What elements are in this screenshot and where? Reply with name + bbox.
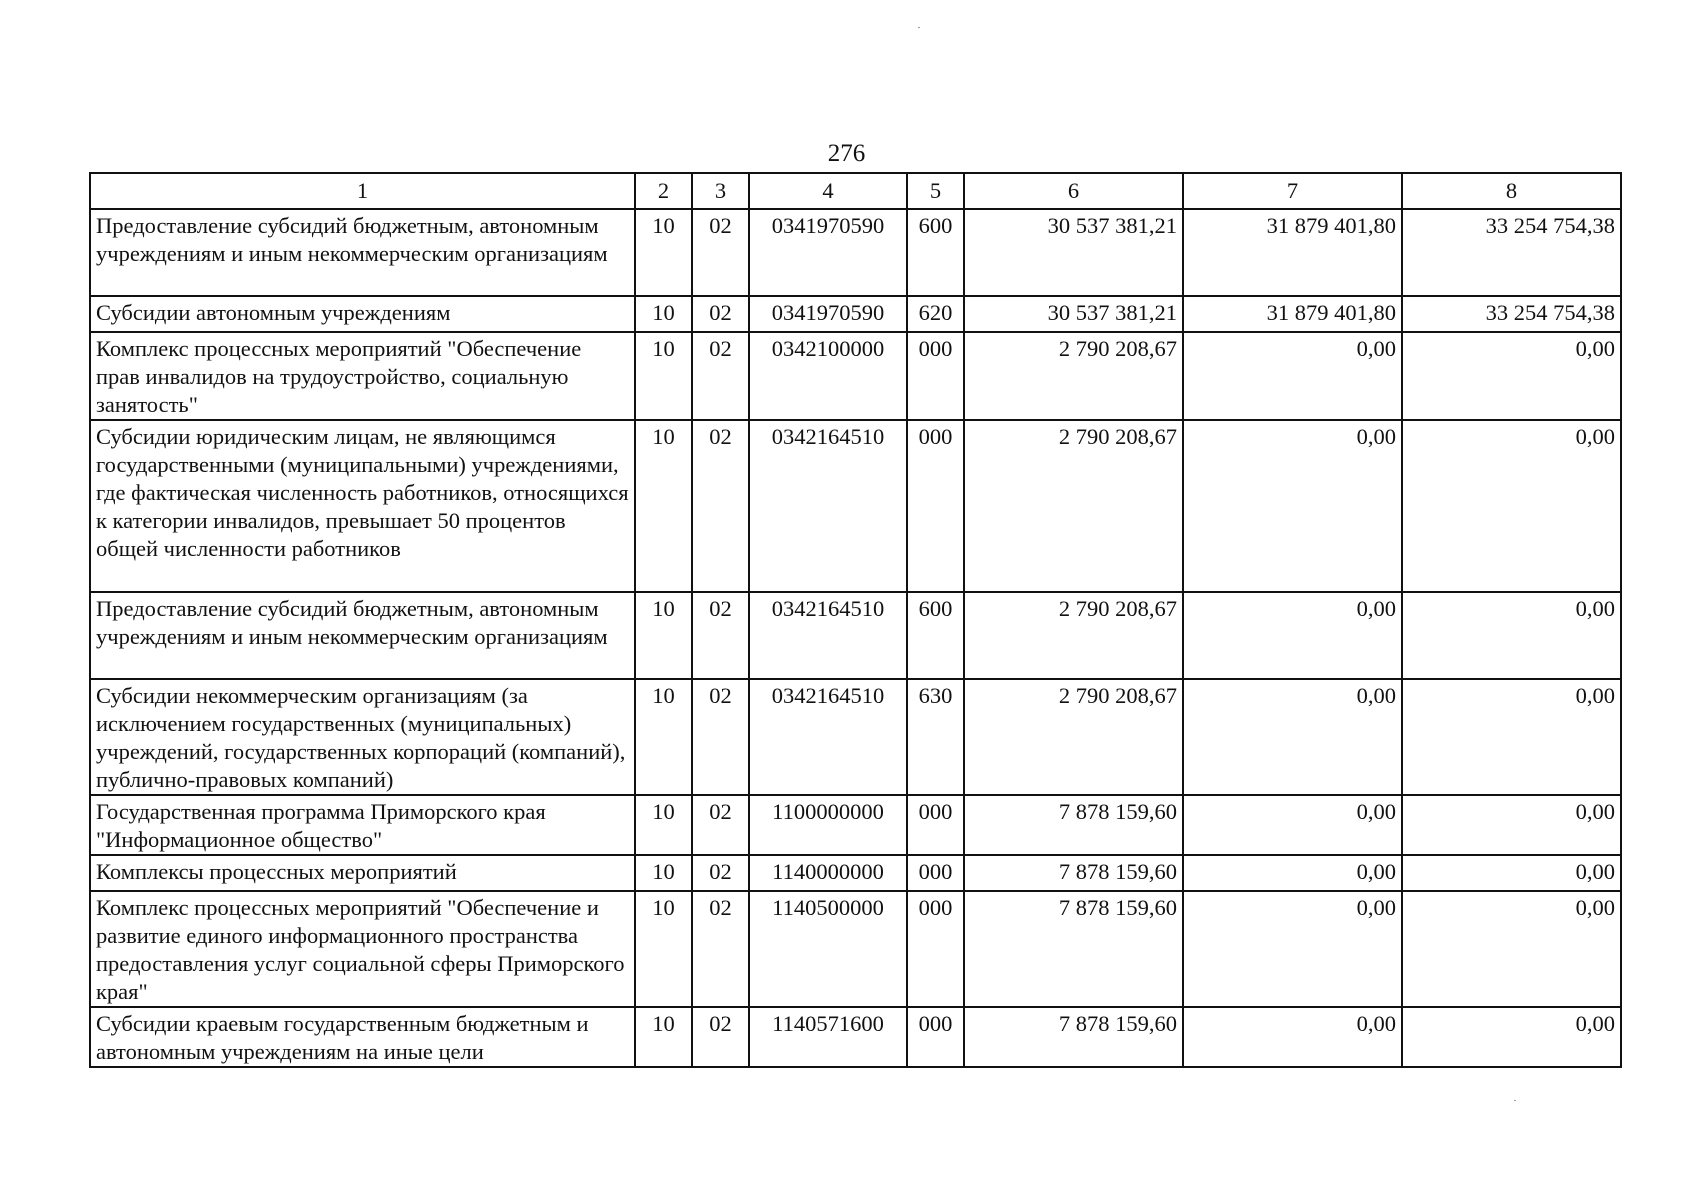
budget-table <box>89 172 1622 1068</box>
col-header-6: 6 <box>964 173 1183 209</box>
row-amount-8: 0,00 <box>1402 420 1621 592</box>
table-row <box>90 332 1621 420</box>
col-header-3: 3 <box>692 173 749 209</box>
header-row <box>90 173 1621 209</box>
row-section: 10 <box>635 795 692 855</box>
scan-speck <box>918 27 920 28</box>
row-expense-type: 000 <box>907 795 964 855</box>
table-row <box>90 679 1621 795</box>
col-header-7: 7 <box>1183 173 1402 209</box>
row-section: 10 <box>635 209 692 296</box>
row-amount-7: 0,00 <box>1183 1007 1402 1067</box>
row-amount-8: 0,00 <box>1402 855 1621 891</box>
row-amount-8: 33 254 754,38 <box>1402 296 1621 332</box>
row-expense-type: 630 <box>907 679 964 795</box>
row-section: 10 <box>635 592 692 679</box>
row-subsection: 02 <box>692 209 749 296</box>
row-amount-8: 0,00 <box>1402 592 1621 679</box>
row-expense-type: 000 <box>907 420 964 592</box>
row-name: Комплекс процессных мероприятий "Обеспечение прав инвалидов на трудоустройство, социальную занятость" <box>90 332 635 420</box>
row-amount-6: 30 537 381,21 <box>964 296 1183 332</box>
row-target-code: 1140500000 <box>749 891 907 1007</box>
row-expense-type: 620 <box>907 296 964 332</box>
row-subsection: 02 <box>692 795 749 855</box>
row-name: Комплексы процессных мероприятий <box>90 855 635 891</box>
row-amount-6: 2 790 208,67 <box>964 420 1183 592</box>
table-row <box>90 795 1621 855</box>
row-expense-type: 000 <box>907 891 964 1007</box>
row-amount-6: 2 790 208,67 <box>964 332 1183 420</box>
col-header-1: 1 <box>90 173 635 209</box>
row-amount-8: 0,00 <box>1402 795 1621 855</box>
row-target-code: 1140571600 <box>749 1007 907 1067</box>
row-target-code: 0342164510 <box>749 592 907 679</box>
row-subsection: 02 <box>692 679 749 795</box>
table-row <box>90 1007 1621 1067</box>
row-amount-8: 0,00 <box>1402 679 1621 795</box>
row-name: Предоставление субсидий бюджетным, автономным учреждениям и иным некоммерческим организациям <box>90 209 635 296</box>
row-subsection: 02 <box>692 592 749 679</box>
row-expense-type: 600 <box>907 209 964 296</box>
row-subsection: 02 <box>692 420 749 592</box>
row-amount-7: 0,00 <box>1183 332 1402 420</box>
row-subsection: 02 <box>692 332 749 420</box>
row-section: 10 <box>635 679 692 795</box>
row-amount-6: 2 790 208,67 <box>964 679 1183 795</box>
row-amount-8: 0,00 <box>1402 332 1621 420</box>
row-section: 10 <box>635 296 692 332</box>
row-expense-type: 000 <box>907 855 964 891</box>
row-subsection: 02 <box>692 1007 749 1067</box>
row-amount-7: 0,00 <box>1183 592 1402 679</box>
page-number: 276 <box>827 140 866 167</box>
row-amount-8: 0,00 <box>1402 1007 1621 1067</box>
col-header-2: 2 <box>635 173 692 209</box>
row-amount-7: 0,00 <box>1183 891 1402 1007</box>
row-amount-8: 33 254 754,38 <box>1402 209 1621 296</box>
row-amount-8: 0,00 <box>1402 891 1621 1007</box>
row-section: 10 <box>635 332 692 420</box>
row-amount-7: 0,00 <box>1183 855 1402 891</box>
row-amount-6: 7 878 159,60 <box>964 855 1183 891</box>
table-row <box>90 855 1621 891</box>
row-amount-6: 7 878 159,60 <box>964 1007 1183 1067</box>
row-amount-6: 30 537 381,21 <box>964 209 1183 296</box>
row-target-code: 0342164510 <box>749 679 907 795</box>
row-section: 10 <box>635 891 692 1007</box>
table-row <box>90 420 1621 592</box>
row-expense-type: 600 <box>907 592 964 679</box>
row-amount-7: 0,00 <box>1183 679 1402 795</box>
row-target-code: 0341970590 <box>749 209 907 296</box>
row-amount-6: 7 878 159,60 <box>964 891 1183 1007</box>
table-row <box>90 209 1621 296</box>
row-subsection: 02 <box>692 891 749 1007</box>
row-section: 10 <box>635 855 692 891</box>
row-name: Субсидии юридическим лицам, не являющимся государственными (муниципальными) учреждениями, где фактическая численность работников, относящихся к категории инвалидов, превышает 50 процентов общей численности работников <box>90 420 635 592</box>
row-target-code: 0341970590 <box>749 296 907 332</box>
col-header-5: 5 <box>907 173 964 209</box>
row-target-code: 1140000000 <box>749 855 907 891</box>
row-name: Предоставление субсидий бюджетным, автономным учреждениям и иным некоммерческим организациям <box>90 592 635 679</box>
row-amount-7: 31 879 401,80 <box>1183 296 1402 332</box>
row-expense-type: 000 <box>907 1007 964 1067</box>
row-target-code: 0342100000 <box>749 332 907 420</box>
row-amount-6: 7 878 159,60 <box>964 795 1183 855</box>
row-name: Комплекс процессных мероприятий "Обеспечение и развитие единого информационного пространства предоставления услуг социальной сферы Приморского края" <box>90 891 635 1007</box>
row-amount-6: 2 790 208,67 <box>964 592 1183 679</box>
table-row <box>90 592 1621 679</box>
row-amount-7: 0,00 <box>1183 795 1402 855</box>
row-amount-7: 0,00 <box>1183 420 1402 592</box>
col-header-4: 4 <box>749 173 907 209</box>
row-subsection: 02 <box>692 296 749 332</box>
row-name: Субсидии автономным учреждениям <box>90 296 635 332</box>
col-header-8: 8 <box>1402 173 1621 209</box>
row-section: 10 <box>635 1007 692 1067</box>
row-name: Государственная программа Приморского края "Информационное общество" <box>90 795 635 855</box>
table-row <box>90 296 1621 332</box>
row-subsection: 02 <box>692 855 749 891</box>
row-expense-type: 000 <box>907 332 964 420</box>
table-row <box>90 891 1621 1007</box>
scan-speck <box>1514 1100 1516 1101</box>
row-amount-7: 31 879 401,80 <box>1183 209 1402 296</box>
row-target-code: 0342164510 <box>749 420 907 592</box>
row-name: Субсидии некоммерческим организациям (за исключением государственных (муниципальных) учреждений, государственных корпораций (компаний), публично-правовых компаний) <box>90 679 635 795</box>
row-name: Субсидии краевым государственным бюджетным и автономным учреждениям на иные цели <box>90 1007 635 1067</box>
row-target-code: 1100000000 <box>749 795 907 855</box>
row-section: 10 <box>635 420 692 592</box>
